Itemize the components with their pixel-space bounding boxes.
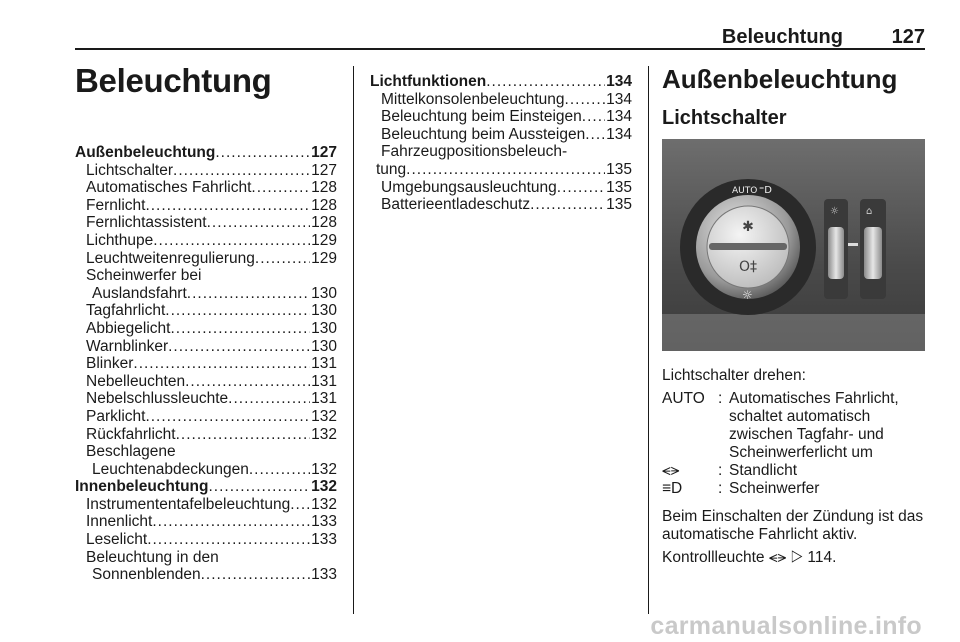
toc-dot-leader	[173, 162, 310, 180]
toc-entry-page: 132	[311, 425, 337, 443]
svg-text:⁼D: ⁼D	[759, 185, 772, 196]
toc-column-2	[370, 73, 632, 214]
toc-entry[interactable]	[75, 338, 337, 356]
auto-dial-label: AUTO	[732, 186, 758, 196]
toc-entry-title: Innenbeleuchtung	[75, 478, 209, 496]
toc-entry-title: Leuchtenabdeckungen	[92, 460, 249, 478]
toc-entry-page: 133	[311, 531, 337, 549]
toc-entry[interactable]	[75, 390, 337, 408]
toc-entry[interactable]	[75, 566, 337, 584]
toc-dot-leader	[147, 531, 310, 549]
toc-entry-title: Automatisches Fahrlicht	[86, 179, 252, 197]
toc-entry[interactable]	[75, 197, 337, 215]
toc-column-1	[75, 144, 337, 584]
paragraph-ignition: Beim Einschalten der Zündung ist das automatische Fahrlicht aktiv.	[662, 508, 924, 543]
toc-entry-title: Nebelleuchten	[86, 372, 186, 390]
toc-entry[interactable]	[75, 461, 337, 479]
toc-entry-page: 128	[311, 214, 337, 232]
toc-entry[interactable]	[370, 126, 632, 144]
toc-entry[interactable]	[75, 496, 337, 514]
separator-colon: :	[718, 480, 723, 497]
separator-colon: :	[718, 390, 723, 407]
toc-entry-page: 134	[606, 90, 632, 108]
svg-text:✱: ✱	[742, 219, 754, 235]
svg-text:☼: ☼	[742, 288, 753, 302]
toc-dot-leader	[145, 408, 310, 426]
toc-entry[interactable]	[75, 250, 337, 268]
toc-entry-title: Batterieentladeschutz	[381, 196, 531, 214]
toc-entry[interactable]	[75, 162, 337, 180]
parking-light-icon: ⪪⪫	[768, 549, 787, 566]
toc-entry-page: 128	[311, 179, 337, 197]
toc-entry-page: 132	[311, 478, 337, 496]
toc-entry-page: 130	[311, 284, 337, 302]
toc-entry-title: Nebelschlussleuchte	[86, 390, 229, 408]
toc-entry-title: Fernlichtassistent	[86, 214, 207, 232]
toc-entry-page: 128	[311, 196, 337, 214]
toc-entry[interactable]	[75, 285, 337, 303]
watermark: carmanualsonline.info	[650, 612, 922, 640]
header-page-number: 127	[891, 26, 925, 48]
toc-dot-leader	[582, 108, 605, 126]
toc-entry-text: Fahrzeugpositionsbeleuch-	[381, 143, 568, 161]
toc-dot-leader	[133, 355, 310, 373]
toc-entry[interactable]	[75, 214, 337, 232]
toc-entry-page: 135	[606, 160, 632, 178]
toc-entry-title: Fernlicht	[86, 196, 146, 214]
toc-dot-leader	[557, 179, 605, 197]
toc-entry-page: 132	[311, 460, 337, 478]
toc-dot-leader	[255, 250, 310, 268]
page-header	[75, 26, 925, 50]
toc-entry-page: 131	[311, 372, 337, 390]
separator-colon: :	[718, 462, 723, 479]
toc-entry[interactable]	[370, 73, 632, 91]
switch-position-description: Scheinwerfer	[729, 480, 820, 497]
toc-entry-text: Beleuchtung in den	[86, 548, 219, 566]
toc-entry-page: 132	[311, 495, 337, 513]
toc-entry[interactable]	[370, 179, 632, 197]
toc-entry-title: Auslandsfahrt	[92, 284, 187, 302]
toc-entry[interactable]	[75, 478, 337, 496]
toc-dot-leader	[207, 214, 311, 232]
switch-position-item	[662, 480, 925, 498]
toc-entry[interactable]	[75, 144, 337, 162]
toc-entry-title: Parklicht	[86, 407, 146, 425]
switch-position-description: Standlicht	[729, 462, 798, 479]
toc-dot-leader	[152, 513, 310, 531]
switch-position-list	[662, 390, 925, 498]
toc-dot-leader	[585, 126, 605, 144]
toc-entry-title: Außenbeleuchtung	[75, 144, 216, 161]
indicator-text: Kontrollleuchte	[662, 549, 765, 566]
toc-entry[interactable]	[75, 355, 337, 373]
toc-entry-text: Beschlagene	[86, 443, 176, 461]
toc-dot-leader	[176, 426, 311, 444]
switch-position-symbol: ⪪⪫	[662, 462, 680, 479]
toc-entry[interactable]	[75, 302, 337, 320]
toc-entry[interactable]	[370, 91, 632, 109]
toc-entry[interactable]	[75, 232, 337, 250]
svg-text:O‡: O‡	[738, 259, 758, 275]
toc-entry[interactable]	[75, 513, 337, 531]
toc-dot-leader	[249, 461, 310, 479]
toc-dot-leader	[251, 179, 310, 197]
toc-entry-title: Leselicht	[86, 531, 148, 549]
toc-entry-title: Innenlicht	[86, 513, 153, 531]
switch-position-symbol: AUTO	[662, 390, 705, 407]
toc-entry[interactable]	[370, 108, 632, 126]
toc-dot-leader	[145, 197, 310, 215]
toc-entry-page: 134	[606, 108, 632, 126]
intro-text: Lichtschalter drehen:	[662, 367, 806, 384]
toc-entry-page: 129	[311, 231, 337, 249]
toc-entry-page: 130	[311, 319, 337, 337]
toc-entry-title: Umgebungsausleuchtung	[381, 178, 557, 196]
toc-entry-page: 132	[311, 407, 337, 425]
page-reference-icon: ▷	[790, 549, 804, 566]
toc-entry-page: 127	[311, 144, 337, 161]
switch-position-item	[662, 390, 925, 462]
toc-entry-title: Beleuchtung beim Aussteigen	[381, 125, 586, 143]
toc-entry-page: 130	[311, 337, 337, 355]
section-subtitle: Lichtschalter	[662, 107, 787, 129]
toc-dot-leader	[153, 232, 310, 250]
toc-entry-title: Sonnenblenden	[92, 566, 201, 584]
section-title: Außenbeleuchtung	[662, 64, 898, 94]
toc-dot-leader	[486, 73, 605, 91]
toc-dot-leader	[228, 390, 310, 408]
toc-dot-leader	[187, 285, 310, 303]
chapter-title: Beleuchtung	[75, 62, 272, 99]
svg-text:⌂: ⌂	[866, 206, 873, 217]
toc-entry-title: Lichthupe	[86, 231, 154, 249]
toc-entry[interactable]	[75, 408, 337, 426]
toc-entry-title: Lichtschalter	[86, 161, 174, 179]
header-title: Beleuchtung	[721, 26, 843, 48]
toc-entry[interactable]	[370, 196, 632, 214]
toc-dot-leader	[215, 144, 310, 162]
toc-dot-leader	[208, 478, 310, 496]
toc-dot-leader	[185, 373, 310, 391]
switch-position-description: Automatisches Fahrlicht, schaltet automatisch zwischen Tagfahr- und Scheinwerferlicht um	[729, 390, 899, 461]
toc-dot-leader	[170, 320, 310, 338]
toc-entry-page: 131	[311, 390, 337, 408]
toc-entry[interactable]	[370, 161, 632, 179]
toc-entry-page: 133	[311, 513, 337, 531]
toc-dot-leader	[530, 196, 605, 214]
toc-entry-title: tung	[376, 160, 407, 178]
toc-entry[interactable]	[75, 531, 337, 549]
toc-entry-page: 135	[606, 196, 632, 214]
toc-entry-title: Beleuchtung beim Einsteigen	[381, 108, 582, 126]
toc-dot-leader	[201, 566, 311, 584]
toc-dot-leader	[165, 302, 310, 320]
toc-entry-title: Warnblinker	[86, 337, 169, 355]
toc-entry-page: 129	[311, 249, 337, 267]
toc-entry-page: 133	[311, 566, 337, 584]
toc-entry-title: Blinker	[86, 355, 134, 373]
column-divider	[648, 66, 649, 614]
toc-entry-title: Rückfahrlicht	[86, 425, 176, 443]
toc-entry[interactable]	[75, 179, 337, 197]
toc-entry-title: Instrumententafelbeleuchtung	[86, 495, 291, 513]
toc-entry-title: Leuchtweitenregulierung	[86, 249, 255, 267]
switch-position-item	[662, 462, 925, 480]
toc-entry-page: 135	[606, 178, 632, 196]
toc-entry-title: Tagfahrlicht	[86, 302, 166, 320]
toc-dot-leader	[565, 91, 606, 109]
toc-dot-leader	[168, 338, 310, 356]
toc-dot-leader	[290, 496, 310, 514]
paragraph-indicator	[662, 549, 925, 567]
toc-entry-text: Scheinwerfer bei	[86, 267, 202, 285]
toc-entry-page: 134	[606, 125, 632, 143]
toc-entry-page: 130	[311, 302, 337, 320]
light-switch-photo	[662, 139, 925, 351]
toc-entry[interactable]	[75, 373, 337, 391]
toc-entry[interactable]	[75, 320, 337, 338]
toc-entry-page: 127	[311, 161, 337, 179]
svg-text:☼: ☼	[830, 206, 839, 217]
toc-dot-leader	[406, 161, 605, 179]
column-divider	[353, 66, 354, 614]
toc-entry-title: Mittelkonsolenbeleuchtung	[381, 90, 565, 108]
toc-entry-title: Lichtfunktionen	[370, 73, 487, 90]
toc-entry-title: Abbiegelicht	[86, 319, 171, 337]
toc-entry[interactable]	[75, 426, 337, 444]
page-reference[interactable]: 114.	[807, 549, 837, 566]
switch-position-symbol: ≡D	[662, 480, 683, 497]
toc-entry-page: 134	[606, 73, 632, 90]
toc-entry-page: 131	[311, 355, 337, 373]
